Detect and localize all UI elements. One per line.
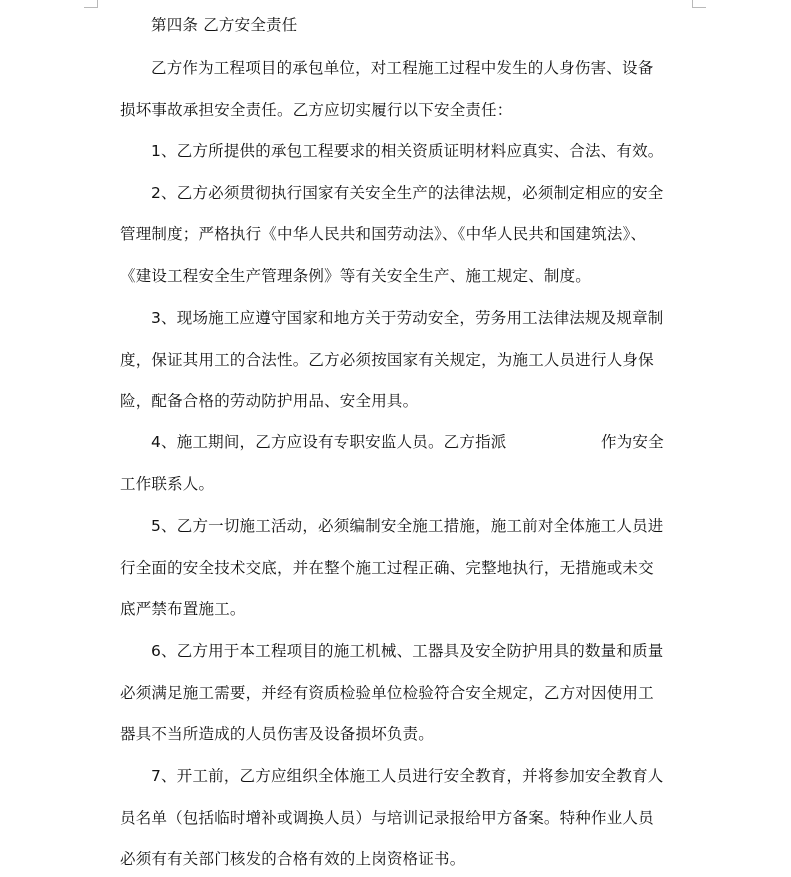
item-4-line-1-suffix: 作为安全 xyxy=(601,433,664,451)
item-5-line-2: 行全面的安全技术交底，并在整个施工过程正确、完整地执行，无措施或未交 xyxy=(120,559,654,577)
item-3-line-1: 3、现场施工应遵守国家和地方关于劳动安全，劳务用工法律法规及规章制 xyxy=(151,309,664,327)
item-3-line-2: 度，保证其用工的合法性。乙方必须按国家有关规定，为施工人员进行人身保 xyxy=(120,351,654,369)
item-2-line-2: 管理制度；严格执行《中华人民共和国劳动法》、《中华人民共和国建筑法》、 xyxy=(120,225,647,243)
item-6-line-2: 必须满足施工需要，并经有资质检验单位检验符合安全规定，乙方对因使用工 xyxy=(120,684,654,702)
intro-line-2: 损坏事故承担安全责任。乙方应切实履行以下安全责任： xyxy=(120,101,513,119)
item-5-line-1: 5、乙方一切施工活动，必须编制安全施工措施，施工前对全体施工人员进 xyxy=(151,517,664,535)
item-6-line-3: 器具不当所造成的人员伤害及设备损坏负责。 xyxy=(120,725,435,743)
item-7-line-3: 必须有有关部门核发的合格有效的上岗资格证书。 xyxy=(120,850,466,868)
item-4-line-1-prefix: 4、施工期间，乙方应设有专职安监人员。乙方指派 xyxy=(151,433,507,451)
item-1-line-1: 1、乙方所提供的承包工程要求的相关资质证明材料应真实、合法、有效。 xyxy=(151,142,664,160)
item-5-line-3: 底严禁布置施工。 xyxy=(120,600,246,618)
item-4-line-2: 工作联系人。 xyxy=(120,475,215,493)
intro-line-1: 乙方作为工程项目的承包单位，对工程施工过程中发生的人身伤害、设备 xyxy=(151,59,654,77)
item-6-line-1: 6、乙方用于本工程项目的施工机械、工器具及安全防护用具的数量和质量 xyxy=(151,642,664,660)
item-2-line-3: 《建设工程安全生产管理条例》等有关安全生产、施工规定、制度。 xyxy=(120,267,592,285)
section-heading: 第四条 乙方安全责任 xyxy=(151,16,298,34)
item-2-line-1: 2、乙方必须贯彻执行国家有关安全生产的法律法规，必须制定相应的安全 xyxy=(151,184,664,202)
item-7-line-2: 员名单（包括临时增补或调换人员）与培训记录报给甲方备案。特种作业人员 xyxy=(120,809,654,827)
item-7-line-1: 7、开工前，乙方应组织全体施工人员进行安全教育，并将参加安全教育人 xyxy=(151,767,664,785)
item-3-line-3: 险，配备合格的劳动防护用品、安全用具。 xyxy=(120,392,419,410)
